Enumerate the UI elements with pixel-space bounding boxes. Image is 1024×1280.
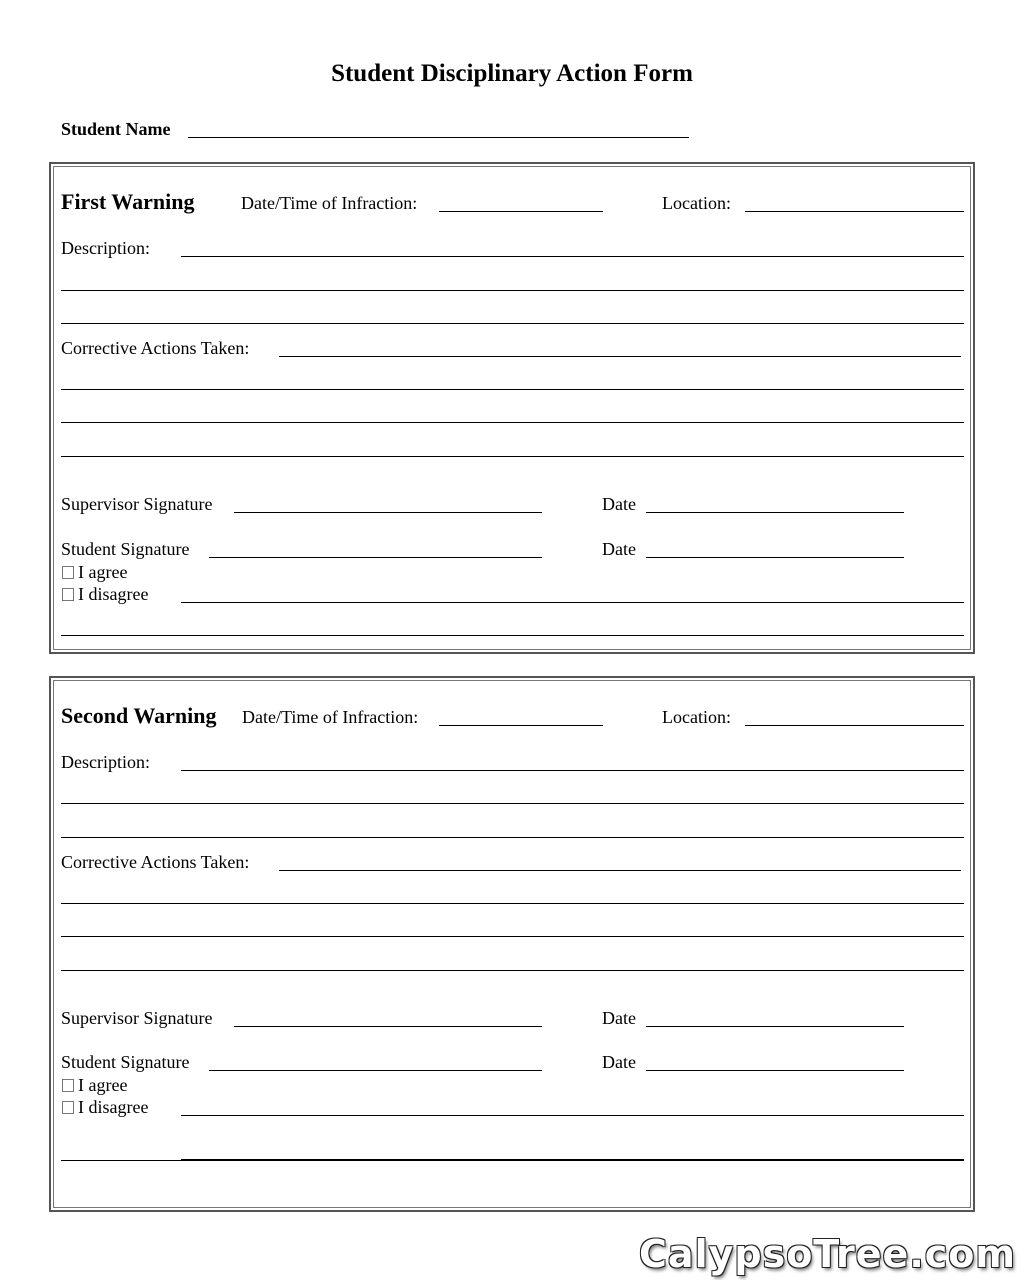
first-date-field-2[interactable] — [646, 557, 904, 558]
second-disagree-line-2b[interactable] — [181, 1159, 964, 1161]
first-student-sig-label: Student Signature — [61, 539, 190, 559]
second-corrective-line-3[interactable] — [61, 936, 964, 937]
second-disagree-line-1[interactable] — [181, 1115, 964, 1116]
second-description-line-2[interactable] — [61, 803, 964, 804]
second-corrective-line-2[interactable] — [61, 903, 964, 904]
second-disagree-option[interactable] — [62, 1097, 148, 1118]
first-date-field-1[interactable] — [646, 512, 904, 513]
first-description-line-1[interactable] — [181, 256, 964, 257]
first-location-label: Location: — [662, 193, 731, 213]
second-date-field-1[interactable] — [646, 1026, 904, 1027]
second-location-field[interactable] — [745, 725, 964, 726]
second-disagree-label: I disagree — [78, 1097, 149, 1117]
first-corrective-line-4[interactable] — [61, 456, 964, 457]
second-agree-label: I agree — [78, 1075, 128, 1095]
first-disagree-label: I disagree — [78, 584, 149, 604]
first-disagree-line-2[interactable] — [61, 635, 964, 636]
first-disagree-checkbox[interactable] — [62, 588, 74, 601]
first-corrective-line-2[interactable] — [61, 389, 964, 390]
second-datetime-label: Date/Time of Infraction: — [242, 707, 419, 727]
watermark: CalypsoTree.com — [639, 1232, 1016, 1276]
second-supervisor-sig-field[interactable] — [234, 1026, 542, 1027]
second-disagree-line-2a[interactable] — [61, 1160, 181, 1161]
second-date-field-2[interactable] — [646, 1070, 904, 1071]
second-corrective-line-4[interactable] — [61, 970, 964, 971]
first-disagree-line-1[interactable] — [181, 602, 964, 603]
first-disagree-option[interactable] — [62, 584, 148, 605]
second-location-label: Location: — [662, 707, 731, 727]
first-description-label: Description: — [61, 238, 150, 258]
first-date-label-1: Date — [602, 494, 636, 514]
second-corrective-label: Corrective Actions Taken: — [61, 852, 250, 872]
second-description-line-3[interactable] — [61, 837, 964, 838]
second-supervisor-sig-label: Supervisor Signature — [61, 1008, 213, 1028]
first-corrective-label: Corrective Actions Taken: — [61, 338, 250, 358]
second-description-label: Description: — [61, 752, 150, 772]
first-agree-option[interactable] — [62, 562, 127, 583]
second-disagree-checkbox[interactable] — [62, 1101, 74, 1114]
second-student-sig-field[interactable] — [209, 1070, 542, 1071]
first-agree-checkbox[interactable] — [62, 566, 74, 579]
first-datetime-label: Date/Time of Infraction: — [241, 193, 418, 213]
second-corrective-line-1[interactable] — [279, 870, 961, 871]
second-date-label-2: Date — [602, 1052, 636, 1072]
first-datetime-field[interactable] — [439, 211, 603, 212]
second-student-sig-label: Student Signature — [61, 1052, 190, 1072]
first-student-sig-field[interactable] — [209, 557, 542, 558]
first-warning-section — [49, 162, 975, 654]
second-datetime-field[interactable] — [439, 725, 603, 726]
first-location-field[interactable] — [745, 211, 964, 212]
second-date-label-1: Date — [602, 1008, 636, 1028]
first-description-line-3[interactable] — [61, 323, 964, 324]
second-agree-option[interactable] — [62, 1075, 127, 1096]
first-corrective-line-3[interactable] — [61, 422, 964, 423]
second-description-line-1[interactable] — [181, 770, 964, 771]
first-date-label-2: Date — [602, 539, 636, 559]
student-name-label: Student Name — [61, 119, 171, 139]
second-warning-section — [49, 676, 975, 1212]
first-supervisor-sig-label: Supervisor Signature — [61, 494, 213, 514]
first-supervisor-sig-field[interactable] — [234, 512, 542, 513]
second-warning-heading: Second Warning — [61, 703, 217, 728]
first-agree-label: I agree — [78, 562, 128, 582]
first-warning-heading: First Warning — [61, 189, 195, 214]
first-corrective-line-1[interactable] — [279, 356, 961, 357]
form-title: Student Disciplinary Action Form — [331, 60, 693, 87]
second-agree-checkbox[interactable] — [62, 1079, 74, 1092]
first-description-line-2[interactable] — [61, 290, 964, 291]
student-name-field[interactable] — [188, 137, 689, 138]
